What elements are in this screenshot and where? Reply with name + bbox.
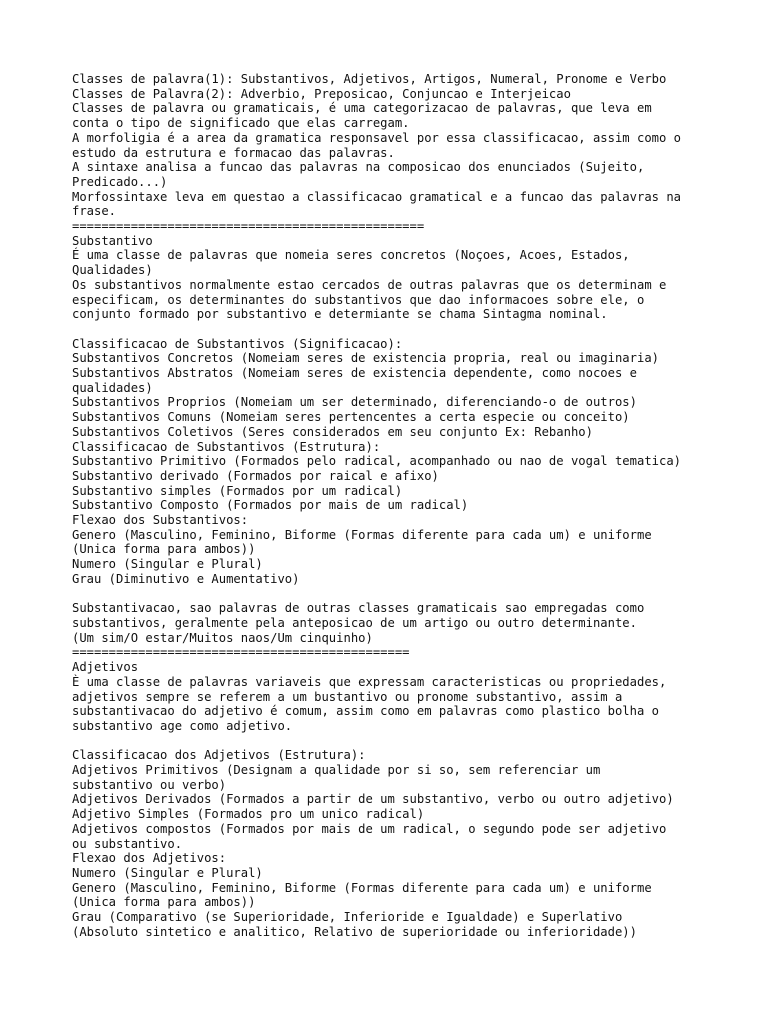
- text-line: Classificacao dos Adjetivos (Estrutura):: [72, 748, 366, 763]
- text-line: Classes de palavra(1): Substantivos, Adjetivos, Artigos, Numeral, Pronome e Verbo: [72, 72, 667, 86]
- text-line: Adjetivo Simples (Formados pro um unico radical): [72, 807, 425, 822]
- text-line: (Unica forma para ambos)): [72, 895, 256, 910]
- text-line: Qualidades): [72, 263, 153, 278]
- text-line: Classes de palavra ou gramaticais, é uma categorizacao de palavras, que leva em: [72, 101, 652, 116]
- text-line: frase.: [72, 204, 117, 219]
- text-line: Adjetivos: [72, 660, 139, 675]
- text-line: Genero (Masculino, Feminino, Biforme (Formas diferente para cada um) e uniforme: [72, 527, 652, 542]
- text-line: Substantivo derivado (Formados por raical e afixo): [72, 468, 439, 483]
- text-line: É uma classe de palavras que nomeia seres concretos (Noçoes, Acoes, Estados,: [72, 248, 630, 263]
- text-line: Predicado...): [72, 174, 168, 189]
- text-line: conta o tipo de significado que elas carregam.: [72, 116, 410, 131]
- text-line: adjetivos sempre se referem a um bustantivo ou pronome substantivo, assim a: [72, 689, 623, 704]
- text-line: ou substantivo.: [72, 836, 183, 851]
- text-line: estudo da estrutura e formacao das palavras.: [72, 145, 395, 160]
- text-line: A sintaxe analisa a funcao das palavras na composicao dos enunciados (Sujeito,: [72, 160, 645, 175]
- blank-line: [72, 587, 712, 602]
- text-line: ================================================: [72, 219, 425, 234]
- text-line: Morfossintaxe leva em questao a classificacao gramatical e a funcao das palavras na: [72, 189, 682, 204]
- text-line: substantivos, geralmente pela anteposicao de um artigo ou outro determinante.: [72, 615, 637, 630]
- blank-line: [72, 734, 712, 749]
- text-line: Substantivacao, sao palavras de outras classes gramaticais sao empregadas como: [72, 601, 645, 616]
- text-line: substantivo age como adjetivo.: [72, 718, 293, 733]
- text-line: Classificacao de Substantivos (Estrutura):: [72, 439, 381, 454]
- blank-line: [72, 322, 712, 337]
- text-line: Adjetivos Derivados (Formados a partir de um substantivo, verbo ou outro adjetivo): [72, 792, 674, 807]
- text-line: conjunto formado por substantivo e determiante se chama Sintagma nominal.: [72, 307, 608, 322]
- text-line: (Absoluto sintetico e analitico, Relativo de superioridade ou inferioridade)): [72, 924, 637, 939]
- text-line: qualidades): [72, 380, 153, 395]
- text-line: Adjetivos compostos (Formados por mais de um radical, o segundo pode ser adjetivo: [72, 821, 667, 836]
- text-line: Substantivo: [72, 233, 153, 248]
- text-line: Classes de Palavra(2): Adverbio, Preposicao, Conjuncao e Interjeicao: [72, 86, 571, 101]
- text-line: ==============================================: [72, 645, 410, 660]
- text-line: Numero (Singular e Plural): [72, 557, 263, 572]
- text-line: Grau (Comparativo (se Superioridade, Inferioride e Igualdade) e Superlativo: [72, 910, 623, 925]
- text-line: È uma classe de palavras variaveis que expressam caracteristicas ou propriedades,: [72, 674, 667, 689]
- text-line: (Um sim/O estar/Muitos naos/Um cinquinho): [72, 630, 373, 645]
- text-line: Adjetivos Primitivos (Designam a qualidade por si so, sem referenciar um: [72, 763, 601, 777]
- text-line: Substantivos Abstratos (Nomeiam seres de existencia dependente, como nocoes e: [72, 366, 637, 381]
- text-line: (Unica forma para ambos)): [72, 542, 256, 557]
- text-line: substantivacao do adjetivo é comum, assim como em palavras como plastico bolha o: [72, 704, 659, 719]
- text-line: A morfoligia é a area da gramatica responsavel por essa classificacao, assim como o: [72, 130, 682, 145]
- text-line: especificam, os determinantes do substantivos que dao informacoes sobre ele, o: [72, 292, 645, 307]
- document-page: [72, 72, 712, 939]
- text-line: Flexao dos Adjetivos:: [72, 851, 227, 866]
- text-line: Classificacao de Substantivos (Significacao):: [72, 336, 403, 351]
- text-line: Substantivos Proprios (Nomeiam um ser determinado, diferenciando-o de outros): [72, 395, 637, 410]
- text-line: Substantivo Primitivo (Formados pelo radical, acompanhado ou nao de vogal tematica): [72, 454, 682, 469]
- text-line: Flexao dos Substantivos:: [72, 513, 249, 528]
- text-line: Substantivos Concretos (Nomeiam seres de existencia propria, real ou imaginaria): [72, 351, 659, 366]
- text-line: Grau (Diminutivo e Aumentativo): [72, 571, 300, 586]
- text-line: Substantivos Comuns (Nomeiam seres pertencentes a certa especie ou conceito): [72, 410, 630, 425]
- text-line: substantivo ou verbo): [72, 777, 227, 792]
- text-line: Substantivo simples (Formados por um radical): [72, 483, 403, 498]
- text-line: Os substantivos normalmente estao cercados de outras palavras que os determinam e: [72, 277, 667, 292]
- text-line: Genero (Masculino, Feminino, Biforme (Formas diferente para cada um) e uniforme: [72, 880, 652, 895]
- text-line: Substantivos Coletivos (Seres considerados em seu conjunto Ex: Rebanho): [72, 424, 593, 439]
- text-line: Numero (Singular e Plural): [72, 865, 263, 880]
- text-line: Substantivo Composto (Formados por mais de um radical): [72, 498, 469, 513]
